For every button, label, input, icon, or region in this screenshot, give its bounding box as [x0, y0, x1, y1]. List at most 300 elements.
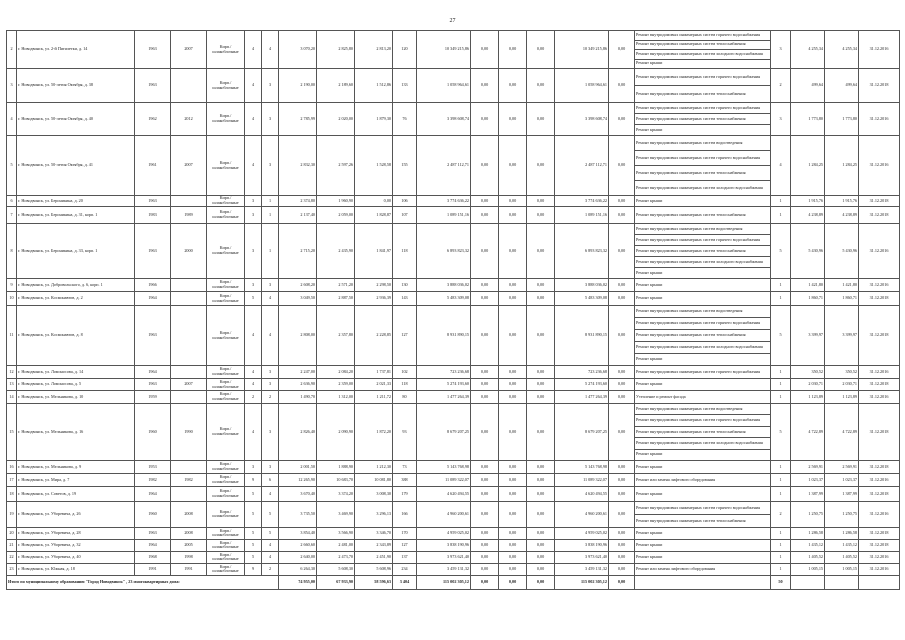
works-cell	[635, 486, 771, 501]
total-area-cell: 1 490,70	[279, 391, 317, 404]
deadline-cell: 31.12.2018	[859, 379, 900, 391]
work-item: Ремонт крыши	[636, 281, 663, 287]
funding-2-cell: 0,00	[499, 486, 527, 501]
unit-cost-cell: 2 030,71	[825, 379, 859, 391]
share-cell: 0,00	[609, 279, 635, 292]
table-row	[7, 473, 900, 486]
entrances-cell: 3	[262, 366, 279, 379]
deadline-cell: 31.12.2018	[859, 207, 900, 224]
total-cost-cell: 3 973 621,40	[417, 551, 471, 563]
table-row	[7, 69, 900, 103]
work-item: Ремонт внутридомовых инженерных систем теплоснабжения	[635, 246, 770, 257]
unit-cost-max-cell: 1 773,80	[791, 103, 825, 136]
total-cost-cell: 1 477 264,39	[417, 391, 471, 404]
works-cell	[635, 501, 771, 527]
floors-cell: 5	[245, 551, 262, 563]
year-reconstruction-cell	[171, 460, 207, 473]
work-item: Ремонт внутридомовых инженерных систем водоотведения	[635, 136, 770, 151]
residential-area-cell: 2 813,20	[355, 31, 393, 69]
funding-4-cell: 2 487 112,71	[555, 136, 609, 196]
work-item: Ремонт внутридомовых инженерных систем горячего водоснабжения	[635, 103, 770, 114]
residential-area-cell: 1 512,86	[355, 69, 393, 103]
total-cost-cell: 10 349 215,86	[417, 31, 471, 69]
funding-2-cell: 0,00	[499, 31, 527, 69]
funding-2-cell: 0,00	[499, 527, 527, 539]
residents-cell: 143	[393, 292, 417, 306]
total-area-cell: 2 808,00	[279, 306, 317, 366]
deadline-cell: 31.12.2016	[859, 501, 900, 527]
total-cost-cell: 723 236,68	[417, 366, 471, 379]
work-item: Ремонт внутридомовых инженерных систем горячего водоснабжения	[635, 415, 770, 426]
floors-cell: 3	[245, 207, 262, 224]
year-built-cell: 1962	[135, 103, 171, 136]
works-count-cell: 5	[771, 404, 791, 461]
unit-cost-max-cell: 1 915,76	[791, 196, 825, 207]
residents-cell: 234	[393, 563, 417, 575]
row-number: 9	[7, 279, 17, 292]
works-cell	[635, 224, 771, 279]
entrances-cell: 4	[262, 539, 279, 551]
wall-material-cell: Кирп./ шлакоблочные	[207, 306, 245, 366]
residents-cell: 118	[393, 224, 417, 279]
works-cell	[635, 69, 771, 103]
work-item: Ремонт или замена лифтового оборудования	[636, 566, 716, 572]
living-area-cell: 2 359,00	[317, 379, 355, 391]
year-reconstruction-cell	[171, 486, 207, 501]
wall-material-cell: Кирп./ шлакоблочные	[207, 196, 245, 207]
floors-cell: 5	[245, 527, 262, 539]
entrances-cell: 3	[262, 103, 279, 136]
works-cell	[635, 136, 771, 196]
address-cell: г. Новодвинск, ул. Добровольского, д. 6, корп. 1	[17, 279, 135, 292]
year-built-cell: 1964	[135, 292, 171, 306]
funding-2-cell: 0,00	[499, 136, 527, 196]
living-area-cell: 5 608,30	[317, 563, 355, 575]
residential-area-cell: 1 212,30	[355, 460, 393, 473]
funding-4-cell: 5 143 768,98	[555, 460, 609, 473]
total-area-sum: 74 955,00	[279, 575, 317, 589]
share-cell: 0,00	[609, 366, 635, 379]
works-cell	[635, 366, 771, 379]
wall-material-cell: Кирп./ шлакоблочные	[207, 539, 245, 551]
table-row	[7, 306, 900, 366]
row-number: 11	[7, 306, 17, 366]
entrances-cell: 2	[262, 391, 279, 404]
funding-3-cell: 0,00	[527, 196, 555, 207]
funding-3-sum: 0,00	[527, 575, 555, 589]
share-cell: 0,00	[609, 473, 635, 486]
funding-1-cell: 0,00	[471, 69, 499, 103]
residential-area-cell: 3 296,13	[355, 501, 393, 527]
funding-2-cell: 0,00	[499, 563, 527, 575]
funding-2-cell: 0,00	[499, 224, 527, 279]
total-cost-cell: 3 398 608,74	[417, 103, 471, 136]
work-item: Ремонт крыши	[636, 451, 663, 457]
row-number: 15	[7, 404, 17, 461]
residents-cell: 76	[393, 103, 417, 136]
entrances-cell: 4	[262, 551, 279, 563]
residential-area-cell: 1 528,58	[355, 136, 393, 196]
floors-cell: 5	[245, 292, 262, 306]
residents-cell: 127	[393, 539, 417, 551]
deadline-cell: 31.12.2016	[859, 563, 900, 575]
work-item: Ремонт внутридомовых инженерных систем теплоснабжения	[635, 166, 770, 181]
work-item: Ремонт крыши	[636, 60, 663, 66]
address-cell: г. Новодвинск, ул. Уборевича, д. 28	[17, 527, 135, 539]
residential-area-cell: 2 343,89	[355, 539, 393, 551]
works-cell	[635, 527, 771, 539]
unit-cost-cell: 1 123,89	[825, 391, 859, 404]
residential-area-cell: 3 008,30	[355, 486, 393, 501]
address-cell: г. Новодвинск, ул. Ломоносова, д. 14	[17, 366, 135, 379]
works-count-cell: 2	[771, 69, 791, 103]
unit-cost-cell: 1 773,80	[825, 103, 859, 136]
works-cell	[635, 292, 771, 306]
funding-1-cell: 0,00	[471, 379, 499, 391]
floors-cell: 4	[245, 366, 262, 379]
funding-3-cell: 0,00	[527, 136, 555, 196]
works-cell	[635, 404, 771, 461]
unit-cost-cell: 350,52	[825, 366, 859, 379]
funding-4-cell: 3 398 608,74	[555, 103, 609, 136]
address-cell: г. Новодвинск, ул. Бероникина, д. 31, корп. 1	[17, 207, 135, 224]
wall-material-cell: Кирп./ шлакоблочные	[207, 366, 245, 379]
address-cell: г. Новодвинск, ул. 50-летия Октября, д. 40	[17, 103, 135, 136]
row-number: 14	[7, 391, 17, 404]
entrances-cell: 4	[262, 306, 279, 366]
deadline-cell: 31.12.2016	[859, 279, 900, 292]
unit-cost-max-cell: 1 005,15	[791, 563, 825, 575]
funding-1-cell: 0,00	[471, 103, 499, 136]
works-count-cell: 1	[771, 279, 791, 292]
living-area-cell: 2 189,60	[317, 69, 355, 103]
table-row	[7, 379, 900, 391]
funding-2-cell: 0,00	[499, 196, 527, 207]
residential-area-cell: 1 872,20	[355, 404, 393, 461]
funding-1-cell: 0,00	[471, 196, 499, 207]
funding-2-cell: 0,00	[499, 501, 527, 527]
deadline-cell: 31.12.2016	[859, 391, 900, 404]
deadline-cell: 31.12.2018	[859, 460, 900, 473]
year-built-cell: 1953	[135, 460, 171, 473]
unit-cost-cell: 1 405,52	[825, 551, 859, 563]
row-number: 3	[7, 69, 17, 103]
unit-cost-max-cell: 1 421,80	[791, 279, 825, 292]
funding-2-cell: 0,00	[499, 306, 527, 366]
funding-3-cell: 0,00	[527, 366, 555, 379]
wall-material-cell: Кирп./ шлакоблочные	[207, 292, 245, 306]
year-built-cell: 1964	[135, 486, 171, 501]
work-item: Ремонт крыши	[636, 126, 663, 132]
total-area-cell: 2 608,20	[279, 279, 317, 292]
unit-cost-max-cell: 1 286,58	[791, 527, 825, 539]
living-area-cell: 2 597,26	[317, 136, 355, 196]
living-area-cell: 1 888,90	[317, 460, 355, 473]
total-cost-cell: 5 143 768,98	[417, 460, 471, 473]
total-area-cell: 2 826,40	[279, 404, 317, 461]
total-cost-cell: 1 089 151,16	[417, 207, 471, 224]
residents-cell: 120	[393, 31, 417, 69]
funding-1-cell: 0,00	[471, 224, 499, 279]
funding-3-cell: 0,00	[527, 292, 555, 306]
works-count-cell: 5	[771, 306, 791, 366]
row-number: 12	[7, 366, 17, 379]
funding-2-sum: 0,00	[499, 575, 527, 589]
funding-3-cell: 0,00	[527, 279, 555, 292]
address-cell: г. Новодвинск, ул. 50-летия Октября, д. 38	[17, 69, 135, 103]
address-cell: г. Новодвинск, ул. Космонавтов, д. 8	[17, 306, 135, 366]
year-built-cell: 1963	[135, 196, 171, 207]
share-cell: 0,00	[609, 224, 635, 279]
works-count-sum: 50	[771, 575, 791, 589]
total-row	[7, 575, 900, 589]
work-item: Ремонт внутридомовых инженерных систем холодного водоснабжения	[635, 50, 770, 60]
total-area-cell: 2 785,99	[279, 103, 317, 136]
address-cell: г. Новодвинск, ул. Южная, д. 18	[17, 563, 135, 575]
address-cell: г. Новодвинск, ул. Советов, д. 19	[17, 486, 135, 501]
unit-cost-cell: 1 860,71	[825, 292, 859, 306]
table-row	[7, 279, 900, 292]
unit-cost-cell: 1 286,58	[825, 527, 859, 539]
row-number: 4	[7, 103, 17, 136]
address-cell: г. Новодвинск, ул. Мельникова, д. 10	[17, 391, 135, 404]
total-cost-cell: 3 774 636,22	[417, 196, 471, 207]
total-cost-cell: 1 058 964,61	[417, 69, 471, 103]
total-cost-cell: 11 089 322,07	[417, 473, 471, 486]
funding-3-cell: 0,00	[527, 207, 555, 224]
residents-sum: 3 404	[393, 575, 417, 589]
residents-cell: 127	[393, 306, 417, 366]
works-cell	[635, 103, 771, 136]
living-area-cell: 2 435,90	[317, 224, 355, 279]
year-built-cell: 1964	[135, 539, 171, 551]
unit-cost-max-cell: 1 023,37	[791, 473, 825, 486]
floors-cell: 5	[245, 486, 262, 501]
total-area-cell: 2 660,60	[279, 539, 317, 551]
unit-cost-cell: 1 284,25	[825, 136, 859, 196]
funding-4-cell: 3 838 190,96	[555, 539, 609, 551]
funding-2-cell: 0,00	[499, 379, 527, 391]
residential-area-cell: 1 828,87	[355, 207, 393, 224]
residents-cell: 130	[393, 279, 417, 292]
table-row	[7, 136, 900, 196]
unit-cost-max-cell: 4 238,89	[791, 207, 825, 224]
year-built-cell: 1963	[135, 69, 171, 103]
living-area-cell: 2 357,80	[317, 306, 355, 366]
row-number: 16	[7, 460, 17, 473]
work-item: Ремонт крыши	[636, 463, 663, 469]
living-area-cell: 2 084,20	[317, 366, 355, 379]
row-number: 2	[7, 31, 17, 69]
work-item: Ремонт внутридомовых инженерных систем горячего водоснабжения	[635, 69, 770, 86]
work-item: Ремонт внутридомовых инженерных систем холодного водоснабжения	[636, 184, 763, 190]
year-reconstruction-cell: 2008	[171, 527, 207, 539]
funding-1-cell: 0,00	[471, 31, 499, 69]
work-item: Ремонт внутридомовых инженерных систем холодного водоснабжения	[635, 438, 770, 449]
total-cost-cell: 3 838 190,96	[417, 539, 471, 551]
work-item: Ремонт внутридомовых инженерных систем горячего водоснабжения	[635, 31, 770, 41]
residents-cell: 80	[393, 391, 417, 404]
row-number: 18	[7, 486, 17, 501]
funding-3-cell: 0,00	[527, 103, 555, 136]
share-cell: 0,00	[609, 306, 635, 366]
share-cell: 0,00	[609, 391, 635, 404]
address-cell: г. Новодвинск, ул. Бероникина, д. 33, корп. 1	[17, 224, 135, 279]
living-area-sum: 67 933,90	[317, 575, 355, 589]
total-area-cell: 2 247,00	[279, 366, 317, 379]
deadline-cell: 31.12.2016	[859, 551, 900, 563]
funding-2-cell: 0,00	[499, 366, 527, 379]
table-row	[7, 207, 900, 224]
living-area-cell: 1 312,00	[317, 391, 355, 404]
year-built-cell: 1964	[135, 366, 171, 379]
unit-cost-cell: 1 421,80	[825, 279, 859, 292]
total-area-cell: 2 374,80	[279, 196, 317, 207]
funding-4-cell: 3 459 131,32	[555, 563, 609, 575]
floors-cell: 4	[245, 103, 262, 136]
year-built-cell: 1961	[135, 136, 171, 196]
unit-cost-cell: 499,64	[825, 69, 859, 103]
funding-4-cell: 5 274 193,60	[555, 379, 609, 391]
address-cell: г. Новодвинск, ул. 2-й Пятилетки, д. 14	[17, 31, 135, 69]
deadline-cell: 31.12.2018	[859, 69, 900, 103]
floors-cell: 9	[245, 563, 262, 575]
share-cell: 0,00	[609, 486, 635, 501]
funding-4-cell: 1 058 964,61	[555, 69, 609, 103]
wall-material-cell: Кирп./ шлакоблочные	[207, 501, 245, 527]
empty-cell	[859, 575, 900, 589]
funding-3-cell: 0,00	[527, 391, 555, 404]
works-count-cell: 1	[771, 379, 791, 391]
deadline-cell: 31.12.2016	[859, 136, 900, 196]
works-count-cell: 1	[771, 527, 791, 539]
unit-cost-max-cell: 1 284,25	[791, 136, 825, 196]
works-count-cell: 2	[771, 501, 791, 527]
works-count-cell: 1	[771, 207, 791, 224]
total-area-cell: 3 049,50	[279, 292, 317, 306]
share-cell: 0,00	[609, 539, 635, 551]
unit-cost-max-cell: 2 030,71	[791, 379, 825, 391]
works-cell	[635, 551, 771, 563]
residents-cell: 107	[393, 207, 417, 224]
living-area-cell: 10 683,70	[317, 473, 355, 486]
table-row	[7, 224, 900, 279]
residents-cell: 102	[393, 366, 417, 379]
row-number: 21	[7, 539, 17, 551]
wall-material-cell: Кирп./ шлакоблочные	[207, 136, 245, 196]
total-cost-cell: 2 487 112,71	[417, 136, 471, 196]
works-cell	[635, 473, 771, 486]
row-number: 8	[7, 224, 17, 279]
funding-1-cell: 0,00	[471, 551, 499, 563]
share-cell: 0,00	[609, 103, 635, 136]
living-area-cell: 3 469,90	[317, 501, 355, 527]
works-count-cell: 3	[771, 31, 791, 69]
work-item: Утепление и ремонт фасада	[636, 393, 686, 399]
year-built-cell: 1982	[135, 473, 171, 486]
total-area-cell: 12 265,90	[279, 473, 317, 486]
funding-1-cell: 0,00	[471, 292, 499, 306]
unit-cost-cell: 4 238,89	[825, 207, 859, 224]
works-count-cell: 3	[771, 103, 791, 136]
entrances-cell: 3	[262, 460, 279, 473]
deadline-cell: 31.12.2016	[859, 366, 900, 379]
work-item: Ремонт или замена лифтового оборудования	[636, 476, 716, 482]
year-built-cell: 1959	[135, 391, 171, 404]
floors-cell: 5	[245, 501, 262, 527]
work-item: Ремонт внутридомовых инженерных систем теплоснабжения	[636, 211, 746, 217]
work-item: Ремонт крыши	[636, 356, 663, 362]
deadline-cell: 31.12.2016	[859, 103, 900, 136]
entrances-cell: 3	[262, 279, 279, 292]
year-built-cell: 1968	[135, 551, 171, 563]
entrances-cell: 3	[262, 404, 279, 461]
living-area-cell: 2 090,90	[317, 404, 355, 461]
wall-material-cell: Кирп./ шлакоблочные	[207, 279, 245, 292]
address-cell: г. Новодвинск, ул. 50-летия Октября, д. 41	[17, 136, 135, 196]
deadline-cell: 31.12.2018	[859, 196, 900, 207]
funding-4-cell: 5 483 309,08	[555, 292, 609, 306]
year-reconstruction-cell: 1982	[171, 473, 207, 486]
funding-2-cell: 0,00	[499, 551, 527, 563]
table-row	[7, 31, 900, 69]
year-reconstruction-cell	[171, 279, 207, 292]
funding-3-cell: 0,00	[527, 539, 555, 551]
wall-material-cell: Кирп./ шлакоблочные	[207, 31, 245, 69]
funding-1-cell: 0,00	[471, 404, 499, 461]
work-item: Ремонт крыши	[636, 269, 663, 275]
wall-material-cell: Кирп./ шлакоблочные	[207, 486, 245, 501]
address-cell: г. Новодвинск, ул. Уборевича, д. 32	[17, 539, 135, 551]
entrances-cell: 3	[262, 136, 279, 196]
funding-1-cell: 0,00	[471, 391, 499, 404]
unit-cost-max-cell: 1 250,75	[791, 501, 825, 527]
year-built-cell: 1991	[135, 563, 171, 575]
table-row	[7, 404, 900, 461]
empty-cell	[791, 575, 825, 589]
work-item: Ремонт внутридомовых инженерных систем водоотведения	[635, 306, 770, 318]
work-item: Ремонт внутридомовых инженерных систем теплоснабжения	[635, 427, 770, 438]
unit-cost-cell: 2 569,91	[825, 460, 859, 473]
works-cell	[635, 306, 771, 366]
work-item: Ремонт крыши	[636, 542, 663, 548]
total-cost-cell: 8 931 890,15	[417, 306, 471, 366]
unit-cost-max-cell: 5 430,96	[791, 224, 825, 279]
entrances-cell: 3	[262, 379, 279, 391]
funding-4-cell: 3 774 636,22	[555, 196, 609, 207]
total-area-cell: 2 137,40	[279, 207, 317, 224]
funding-1-cell: 0,00	[471, 486, 499, 501]
funding-2-cell: 0,00	[499, 391, 527, 404]
wall-material-cell: Кирп./ шлакоблочные	[207, 404, 245, 461]
residential-area-cell: 0,00	[355, 196, 393, 207]
share-cell: 0,00	[609, 527, 635, 539]
year-reconstruction-cell	[171, 306, 207, 366]
year-reconstruction-cell: 2000	[171, 224, 207, 279]
living-area-cell: 2 020,00	[317, 103, 355, 136]
works-cell	[635, 563, 771, 575]
year-built-cell: 1963	[135, 306, 171, 366]
year-reconstruction-cell: 1990	[171, 404, 207, 461]
deadline-cell: 31.12.2016	[859, 224, 900, 279]
residential-area-cell: 2 936,39	[355, 292, 393, 306]
work-item: Ремонт внутридомовых инженерных систем горячего водоснабжения	[635, 502, 770, 515]
year-reconstruction-cell	[171, 292, 207, 306]
row-number: 13	[7, 379, 17, 391]
deadline-cell: 31.12.2018	[859, 486, 900, 501]
funding-3-cell: 0,00	[527, 460, 555, 473]
residential-area-cell: 1 211,72	[355, 391, 393, 404]
